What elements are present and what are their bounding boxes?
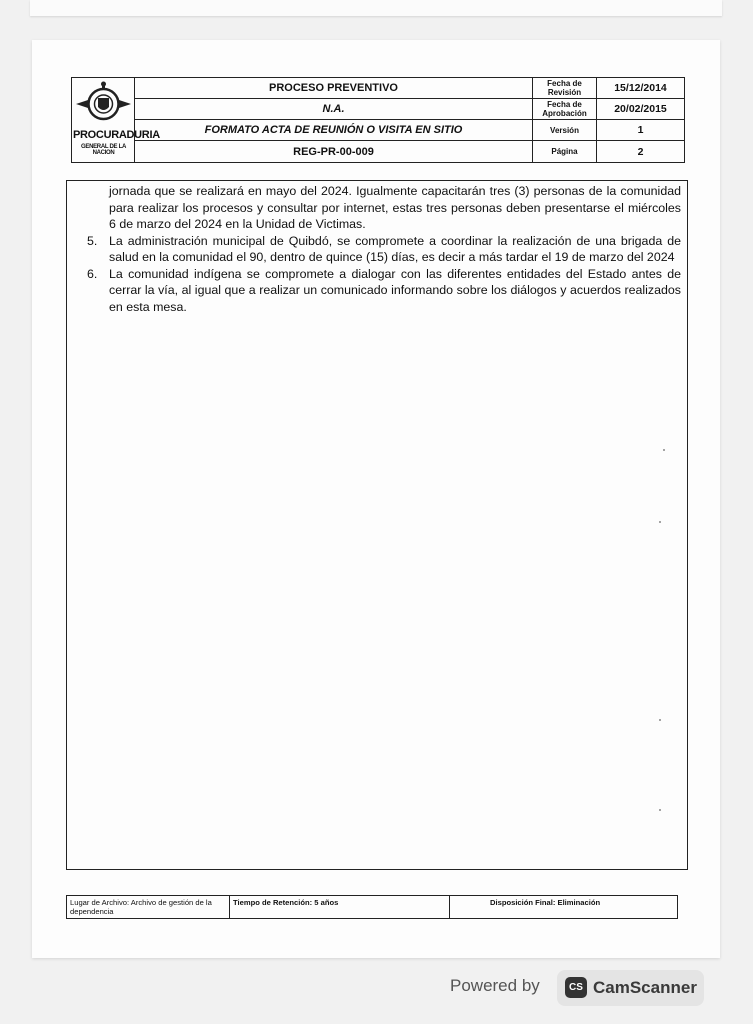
- list-item: [87, 266, 681, 316]
- value-version: 1: [596, 120, 684, 141]
- continuation-paragraph: jornada que se realizará en mayo del 2024. Igualmente capacitarán tres (3) personas de la comunidad para realizar los procesos y consultar por internet, estas tres personas deben presentarse el miércoles 6 de marzo del 2024 en la Unidad de Victimas.: [109, 184, 681, 231]
- value-revision-date: 15/12/2014: [596, 78, 684, 99]
- footer-table: [66, 895, 678, 919]
- scan-speck: [663, 449, 665, 451]
- label-page: Página: [532, 141, 596, 162]
- label-version: Versión: [532, 120, 596, 141]
- minutes-body: [66, 180, 688, 870]
- powered-by-text: Powered by: [450, 976, 540, 995]
- scan-speck: [659, 719, 661, 721]
- minutes-content: [87, 183, 681, 315]
- header-process-title: PROCESO PREVENTIVO: [135, 78, 532, 99]
- previous-page-edge: [30, 0, 722, 16]
- list-item-text: La comunidad indígena se compromete a dialogar con las diferentes entidades del Estado antes de cerrar la vía, al igual que a realizar un comunicado informando sobre los diálogos y acuerdos realizados en esta mesa.: [109, 266, 681, 314]
- scan-speck: [659, 521, 661, 523]
- footer-final-disposition: Disposición Final: Eliminación: [490, 898, 601, 907]
- coat-of-arms-icon: [74, 80, 133, 128]
- header-code: REG-PR-00-009: [293, 145, 374, 158]
- label-revision-date: Fecha de Revisión: [532, 78, 596, 99]
- footer-retention-time: Tiempo de Retención: 5 años: [230, 896, 450, 918]
- logo-text-sub: GENERAL DE LA NACION: [81, 144, 126, 156]
- list-item-number: 5.: [87, 233, 98, 248]
- header-table: [71, 77, 685, 163]
- header-subprocess: N.A.: [135, 99, 532, 120]
- value-page: 2: [596, 141, 684, 162]
- list-item-text: La administración municipal de Quibdó, se compromete a coordinar la realización de una brigada de salud en la comunidad el 90, dentro de quince (15) días, es decir a más tardar el 19 de marzo del 2024: [109, 233, 681, 264]
- label-approval-date: Fecha de Aprobación: [532, 99, 596, 120]
- list-item-number: 6.: [87, 266, 98, 281]
- procuraduria-logo: [72, 78, 160, 162]
- scan-speck: [659, 809, 661, 811]
- camscanner-brand: CamScanner: [593, 978, 697, 997]
- list-item: [87, 233, 681, 266]
- logo-text-main: PROCURADURIA: [73, 129, 160, 141]
- header-format-title: FORMATO ACTA DE REUNIÓN O VISITA EN SITIO: [135, 120, 532, 141]
- camscanner-logo-icon: CS: [565, 977, 587, 998]
- footer-archive-location: Lugar de Archivo: Archivo de gestión de la dependencia: [67, 896, 230, 918]
- document-page: [32, 40, 720, 958]
- value-approval-date: 20/02/2015: [596, 99, 684, 120]
